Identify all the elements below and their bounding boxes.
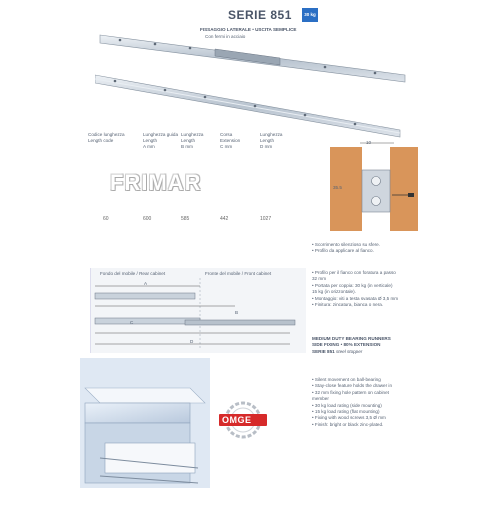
runner-upper bbox=[100, 35, 405, 82]
series-title: SERIE 851 bbox=[228, 8, 292, 22]
spec-value: 585 bbox=[181, 216, 190, 222]
spec-col-0: Codice lunghezza Length code bbox=[88, 132, 125, 143]
dim-a: A bbox=[144, 281, 148, 286]
dim-side-label: 35.5 bbox=[333, 185, 342, 190]
italian-features-b: • Profilo per il fianco con foratura a passo 32 mm • Portata per coppia: 30 kg (in verticale) 15 kg (in orizzontale). • Montaggio: viti a testa svasata Ø 3,5 mm • Finitura: zincatura, bianca o nera. bbox=[312, 270, 399, 308]
dim-top-label: 10 bbox=[366, 140, 372, 145]
spec-col-4: Lunghezza Length D mm bbox=[260, 132, 283, 149]
spec-value: 600 bbox=[143, 216, 152, 222]
dim-c: C bbox=[130, 320, 134, 325]
runner-lower bbox=[95, 75, 400, 137]
runner-illustration bbox=[95, 15, 415, 145]
front-cabinet-label: Fronte del mobile / Front cabinet bbox=[205, 271, 272, 276]
spec-value: 1027 bbox=[260, 216, 272, 222]
brand-logo-text: FRIMAR bbox=[110, 170, 202, 195]
drawer-cabinet-illustration bbox=[80, 358, 210, 488]
spec-col-1: Lunghezza guida Length A mm bbox=[143, 132, 178, 149]
italian-features-a: • Scorrimento silenzioso su sfere. • Profilo da applicare al fianco. bbox=[312, 242, 380, 254]
subtitle-line2: Con fermi in acciaio bbox=[205, 34, 246, 39]
dim-d: D bbox=[190, 339, 194, 344]
omge-logo-text: OMGE bbox=[222, 415, 252, 425]
spec-col-2: Lunghezza Length B mm bbox=[181, 132, 204, 149]
load-badge: 30 kg bbox=[302, 8, 318, 22]
english-features: • Silent movement on ball-bearing • Stay-close feature holds the drawer in • 32 mm fixing hole pattern on cabinet member • 30 kg load rating (side mounting) • 15 kg load rating (flat mounting) • Fixing with wood screws 3,5 Ø mm • Finish: bright or black zinc-plated. bbox=[312, 377, 392, 427]
rear-cabinet-label: Fondo del mobile / Rear cabinet bbox=[100, 271, 166, 276]
dim-b: B bbox=[235, 310, 239, 315]
subtitle-line1: FISSAGGIO LATERALE • USCITA SEMPLICE bbox=[200, 27, 297, 32]
cabinet-diagram bbox=[90, 278, 305, 353]
spec-value: 60 bbox=[103, 216, 109, 222]
spec-col-3: Corsa Extension C mm bbox=[220, 132, 241, 149]
spec-value: 442 bbox=[220, 216, 229, 222]
english-heading: MEDIUM DUTY BEARING RUNNERS SIDE FIXING • 80% EXTENSION SERIE 851 steel stopper bbox=[312, 336, 391, 354]
